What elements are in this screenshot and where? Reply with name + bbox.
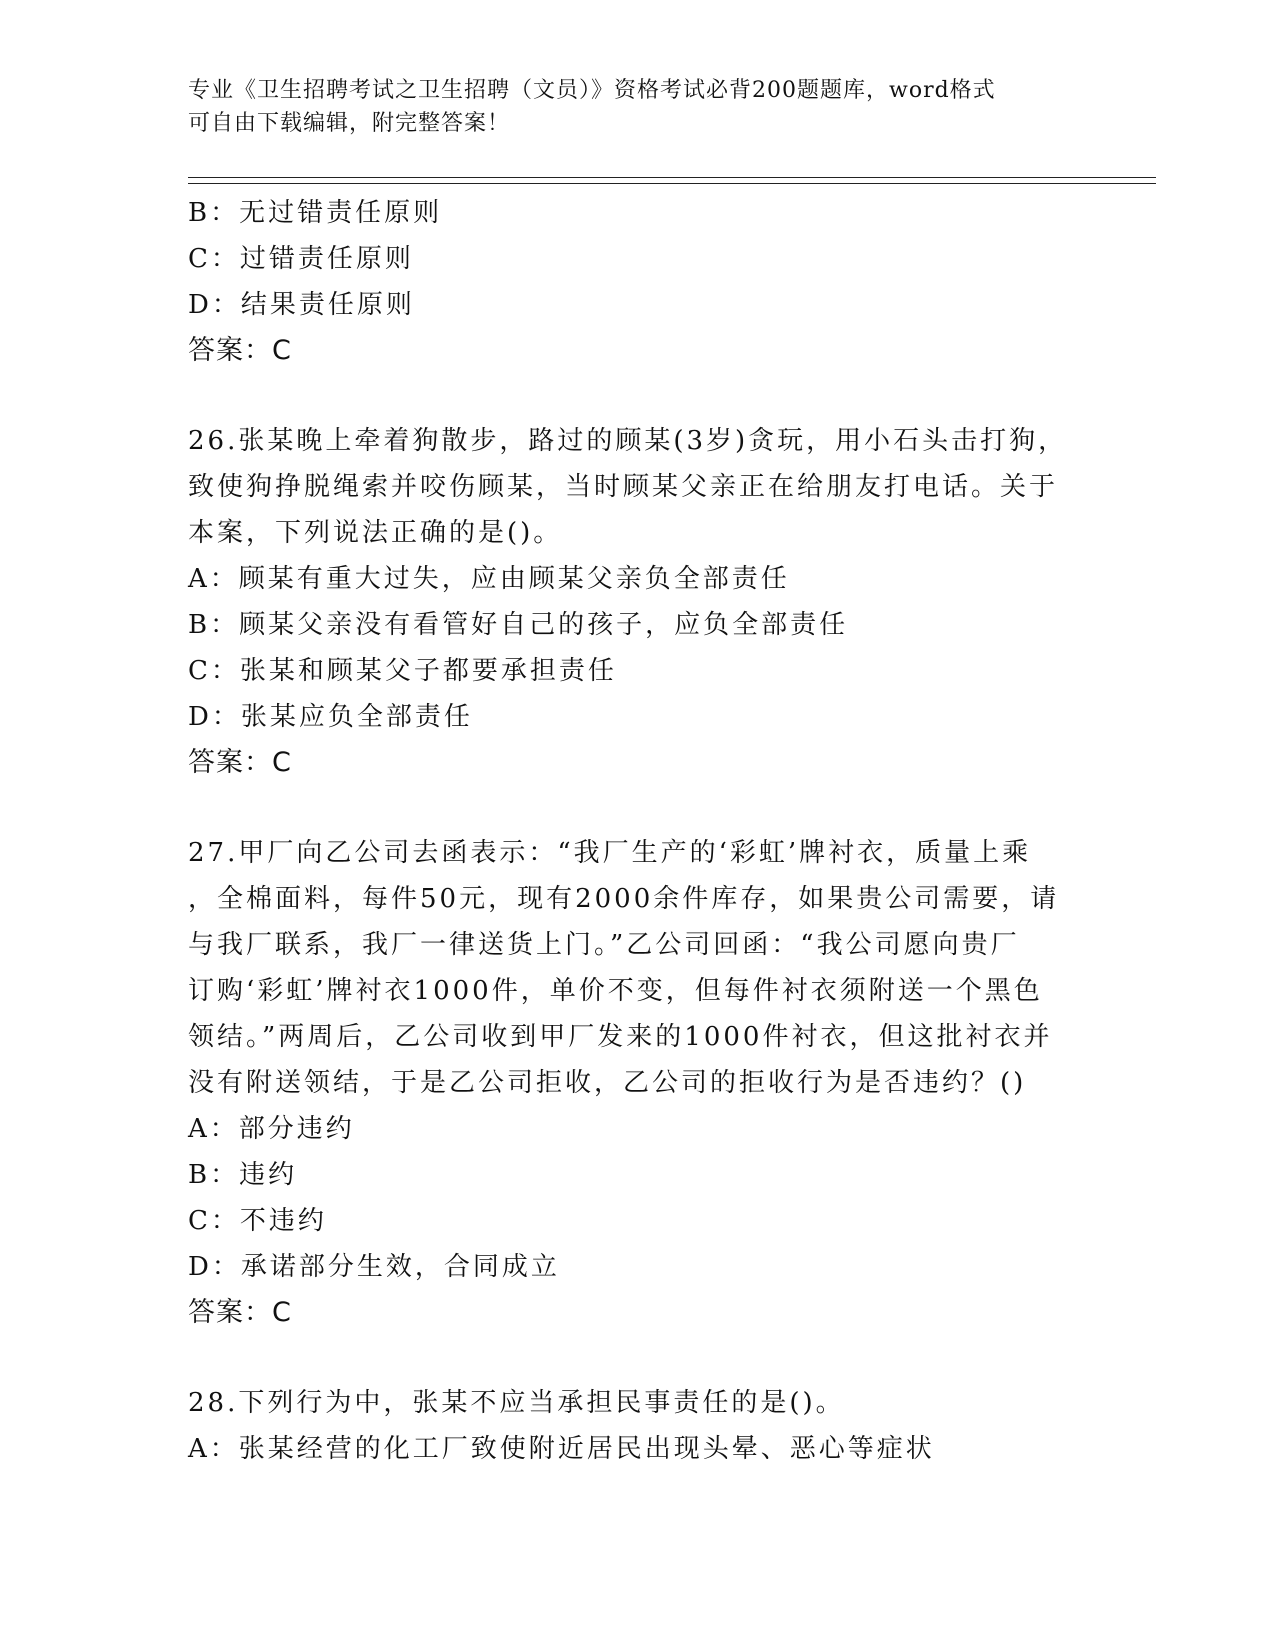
answer-line: 答案：C <box>188 335 292 366</box>
spacer <box>188 374 1088 418</box>
question-25-tail <box>188 190 1088 374</box>
option-b: B：违约 <box>188 1160 298 1190</box>
question-stem-line: 致使狗挣脱绳索并咬伤顾某，当时顾某父亲正在给朋友打电话。关于 <box>188 472 1059 502</box>
question-28 <box>188 1380 1088 1472</box>
spacer <box>188 786 1088 830</box>
option-a: A：顾某有重大过失，应由顾某父亲负全部责任 <box>188 564 790 594</box>
option-d: D：张某应负全部责任 <box>188 702 473 732</box>
option-b: B：无过错责任原则 <box>188 198 443 228</box>
document-header <box>188 74 1088 140</box>
option-d: D：结果责任原则 <box>188 290 415 320</box>
question-stem-line: 本案，下列说法正确的是()。 <box>188 518 563 548</box>
header-line-2: 可自由下载编辑，附完整答案！ <box>188 111 511 136</box>
question-stem-line: ，全棉面料，每件50元，现有2000余件库存，如果贵公司需要，请 <box>188 884 1060 914</box>
question-stem-line: 27.甲厂向乙公司去函表示：“我厂生产的‘彩虹’牌衬衣，质量上乘 <box>188 838 1032 868</box>
question-stem-line: 28.下列行为中，张某不应当承担民事责任的是()。 <box>188 1388 845 1418</box>
question-content <box>188 190 1088 1472</box>
question-stem-line: 没有附送领结，于是乙公司拒收，乙公司的拒收行为是否违约？() <box>188 1068 1027 1098</box>
answer-line: 答案：C <box>188 1297 292 1328</box>
question-26 <box>188 418 1088 786</box>
option-b: B：顾某父亲没有看管好自己的孩子，应负全部责任 <box>188 610 849 640</box>
option-c: C：不违约 <box>188 1206 327 1236</box>
option-c: C：过错责任原则 <box>188 244 414 274</box>
option-c: C：张某和顾某父子都要承担责任 <box>188 656 617 686</box>
header-line-1: 专业《卫生招聘考试之卫生招聘（文员）》资格考试必背200题题库，word格式 <box>188 78 996 103</box>
option-a: A：部分违约 <box>188 1114 355 1144</box>
question-stem-line: 订购‘彩虹’牌衬衣1000件，单价不变，但每件衬衣须附送一个黑色 <box>188 976 1043 1006</box>
header-divider-bottom <box>188 183 1156 184</box>
spacer <box>188 1336 1088 1380</box>
question-27 <box>188 830 1088 1336</box>
answer-line: 答案：C <box>188 747 292 778</box>
option-a: A：张某经营的化工厂致使附近居民出现头晕、恶心等症状 <box>188 1434 935 1464</box>
question-stem-line: 与我厂联系，我厂一律送货上门。”乙公司回函：“我公司愿向贵厂 <box>188 930 1020 960</box>
option-d: D：承诺部分生效，合同成立 <box>188 1252 560 1282</box>
question-stem-line: 26.张某晚上牵着狗散步，路过的顾某(3岁)贪玩，用小石头击打狗， <box>188 426 1068 456</box>
header-divider-top <box>188 177 1156 178</box>
question-stem-line: 领结。”两周后，乙公司收到甲厂发来的1000件衬衣，但这批衬衣并 <box>188 1022 1053 1052</box>
